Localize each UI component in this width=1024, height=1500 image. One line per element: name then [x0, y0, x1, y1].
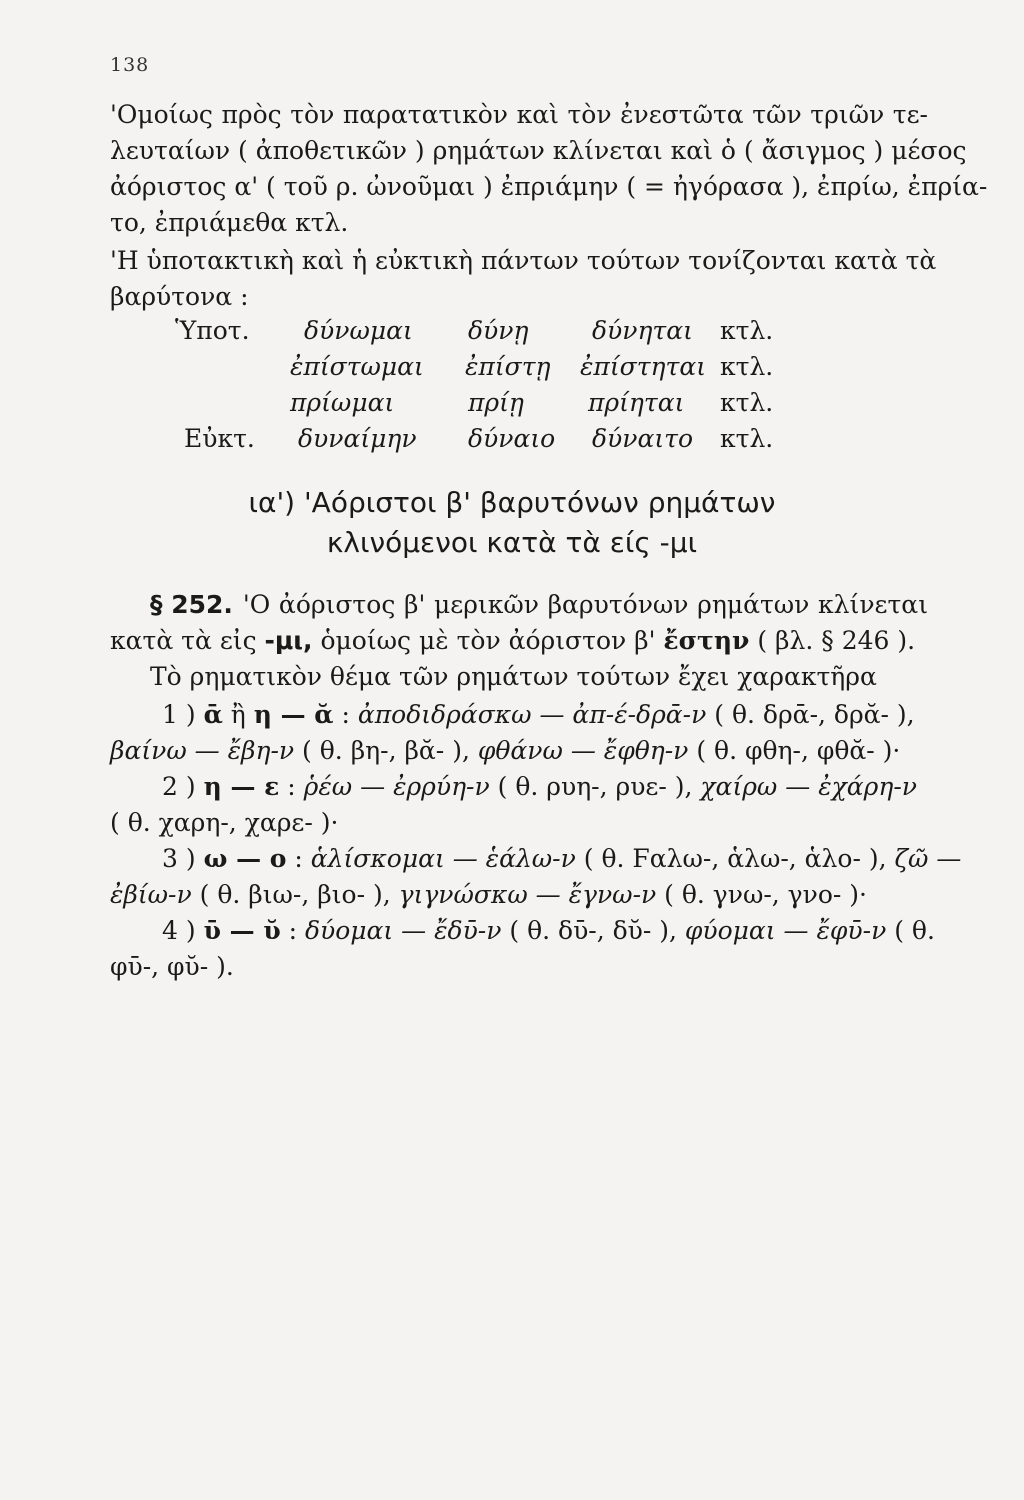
text-span: ( θ. δρᾱ-, δρᾰ- ), [706, 700, 915, 729]
text-span-bold: ῡ — ῠ [203, 916, 281, 945]
list-item-continuation [110, 880, 867, 910]
list-item [162, 916, 935, 946]
text-span-italic: φύομαι — ἔφῡ-ν [684, 916, 887, 945]
text-span-italic: ζῶ — [894, 844, 962, 873]
text-span: ( θ. Ϝαλω-, ἁλω-, ἁλο- ), [575, 844, 895, 873]
text-span-italic: ἁλίσκομαι — ἑάλω-ν [310, 844, 576, 873]
table-cell: δυναίμην [298, 424, 417, 453]
text-span: ( θ. γνω-, γνο- )· [656, 880, 867, 909]
text-line: βαρύτονα : [110, 282, 249, 311]
text-span-bold: η — ε [203, 772, 280, 801]
text-span: ( βλ. § 246 ). [749, 626, 916, 655]
text-span: ( θ. φθη-, φθᾰ- )· [688, 736, 901, 765]
text-span-bold: ᾱ [203, 700, 223, 729]
item-number: 2 ) [162, 772, 204, 801]
text-span: ( θ. ρυη-, ρυε- ), [489, 772, 701, 801]
table-cell: κτλ. [720, 424, 774, 453]
section-number: § 252. [150, 590, 233, 619]
text-line: Τὸ ρηματικὸν θέμα τῶν ρημάτων τούτων ἔχει χαρακτῆρα [150, 662, 877, 691]
table-cell: πρίῃ [468, 388, 524, 417]
heading-line: κλινόμενοι κατὰ τὰ είς -μι [326, 526, 698, 559]
item-number: 1 ) [162, 700, 204, 729]
text-line [110, 626, 915, 656]
table-cell: δύναιτο [592, 424, 694, 453]
text-span-italic: γιγνώσκω — ἔγνω-ν [398, 880, 657, 909]
text-span: : [279, 772, 304, 801]
table-cell: ἐπίστωμαι [290, 352, 424, 381]
table-cell: πρίηται [588, 388, 685, 417]
list-item [162, 772, 917, 802]
text-span: ( θ. δῡ-, δῠ- ), [501, 916, 685, 945]
text-span: ( θ. βιω-, βιο- ), [191, 880, 399, 909]
text-span-bold: η — ᾰ [253, 700, 334, 729]
table-cell: δύνωμαι [304, 316, 413, 345]
text-span-italic: φθάνω — ἔφθη-ν [477, 736, 689, 765]
table-cell: πρίωμαι [290, 388, 395, 417]
text-span: : [280, 916, 305, 945]
list-item-continuation [110, 736, 900, 766]
heading-line: ια') 'Αόριστοι β' βαρυτόνων ρημάτων [248, 486, 776, 519]
text-span: : [333, 700, 358, 729]
mood-label: Ὑποτ. [175, 316, 250, 345]
mood-label: Εὐκτ. [184, 424, 255, 453]
table-cell: κτλ. [720, 316, 774, 345]
text-span-bold: ω — ο [203, 844, 287, 873]
text-line: ἀόριστος α' ( τοῦ ρ. ὠνοῦμαι ) ἐπριάμην ( = ἠγόρασα ), ἐπρίω, ἐπρία- [110, 172, 988, 201]
table-cell: δύνῃ [468, 316, 529, 345]
text-line: το, ἐπριάμεθα κτλ. [110, 208, 349, 237]
list-item-continuation: ( θ. χαρη-, χαρε- )· [110, 808, 339, 837]
text-span-italic: ῥέω — ἐρρύη-ν [303, 772, 490, 801]
item-number: 4 ) [162, 916, 204, 945]
page-number: 138 [110, 54, 150, 76]
table-cell: δύνηται [592, 316, 693, 345]
text-span-bold: ἔστην [663, 626, 750, 655]
text-span: : [286, 844, 311, 873]
table-cell: κτλ. [720, 352, 774, 381]
text-line: λευταίων ( ἀποθετικῶν ) ρημάτων κλίνεται καὶ ὁ ( ἄσιγμος ) μέσος [110, 136, 967, 165]
text-span: ( θ. βη-, βᾰ- ), [294, 736, 478, 765]
table-cell: ἐπίστηται [580, 352, 707, 381]
list-item [162, 700, 915, 730]
text-span: ἢ [222, 700, 254, 729]
text-line [150, 590, 928, 620]
text-span-italic: ἀποδιδράσκω — ἀπ-έ-δρᾱ-ν [357, 700, 707, 729]
list-item [162, 844, 961, 874]
text-span-bold: -μι, [264, 626, 313, 655]
text-span: 'Ο ἀόριστος β' μερικῶν βαρυτόνων ρημάτων κλίνεται [242, 590, 928, 619]
text-span: ὁμοίως μὲ τὸν ἀόριστον β' [312, 626, 664, 655]
list-item-continuation: φῡ-, φῠ- ). [110, 952, 234, 981]
table-cell: κτλ. [720, 388, 774, 417]
text-line: 'Ομοίως πρὸς τὸν παρατατικὸν καὶ τὸν ἐνεστῶτα τῶν τριῶν τε- [110, 100, 928, 129]
table-cell: δύναιο [468, 424, 556, 453]
item-number: 3 ) [162, 844, 204, 873]
text-span-italic: χαίρω — ἐχάρη-ν [700, 772, 917, 801]
text-span-italic: ἐβίω-ν [110, 880, 192, 909]
text-line: 'Η ὑποτακτικὴ καὶ ἡ εὐκτικὴ πάντων τούτων τονίζονται κατὰ τὰ [110, 246, 937, 275]
text-span: κατὰ τὰ εἰς [110, 626, 265, 655]
text-span: ( θ. [886, 916, 935, 945]
text-span-italic: βαίνω — ἔβη-ν [110, 736, 295, 765]
text-span-italic: δύομαι — ἔδῡ-ν [305, 916, 502, 945]
table-cell: ἐπίστῃ [465, 352, 551, 381]
